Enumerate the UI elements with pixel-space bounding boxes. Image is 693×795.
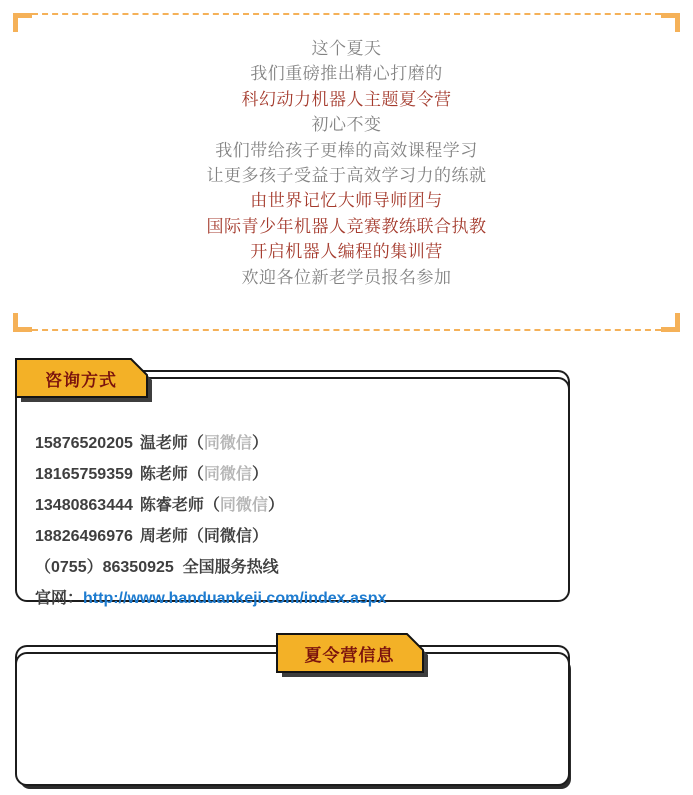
hero-section [0, 0, 693, 345]
hotline-row: （0755）86350925 全国服务热线 [35, 559, 279, 576]
contact-row [35, 465, 554, 485]
teacher-name: 陈睿老师 [139, 497, 204, 514]
website-label: 官网： [35, 590, 84, 607]
hero-line: 这个夏天 [311, 39, 382, 58]
website-row [35, 589, 554, 609]
hero-line: 我们重磅推出精心打磨的 [250, 64, 443, 84]
hero-line: 初心不变 [311, 115, 382, 135]
contact-tab-label: 咨询方式 [45, 371, 117, 390]
corner-bracket-top-right [661, 13, 680, 32]
wechat-note: 同微信 [219, 497, 268, 514]
paren-open: （ [187, 528, 204, 545]
teacher-name: 温老师 [139, 435, 188, 452]
teacher-name: 周老师 [139, 528, 188, 545]
paren-open: （ [187, 435, 204, 452]
hero-line: 欢迎各位新老学员报名参加 [241, 267, 452, 287]
phone-number: 15876520205 [35, 435, 133, 452]
phone-number: 18826496976 [35, 528, 133, 545]
hero-line: 国际青少年机器人竞赛教练联合执教 [206, 216, 487, 236]
camp-info-section [0, 633, 693, 793]
paren-close: ） [251, 466, 268, 483]
contact-list [35, 434, 554, 620]
corner-bracket-bottom-left [13, 313, 32, 332]
contact-row [35, 527, 554, 547]
hero-text-block [0, 36, 693, 290]
wechat-note: 同微信 [203, 528, 252, 545]
contact-row [35, 434, 554, 454]
phone-number: 18165759359 [35, 466, 133, 483]
wechat-note: 同微信 [203, 466, 252, 483]
paren-close: ） [267, 497, 284, 514]
phone-number: 13480863444 [35, 497, 133, 514]
contact-box [15, 377, 570, 607]
paren-close: ） [251, 528, 268, 545]
corner-bracket-top-left [13, 13, 32, 32]
contact-tab [15, 358, 155, 405]
paren-close: ） [251, 435, 268, 452]
hero-line: 让更多孩子受益于高效学习力的练就 [206, 166, 487, 186]
hero-line: 科幻动力机器人主题夏令营 [241, 89, 452, 109]
corner-bracket-bottom-right [661, 313, 680, 332]
wechat-note: 同微信 [203, 435, 252, 452]
hero-line: 开启机器人编程的集训营 [250, 242, 443, 262]
camp-info-tab [276, 633, 430, 680]
hero-line: 我们带给孩子更棒的高效课程学习 [215, 140, 478, 160]
website-link[interactable]: http://www.handuankeji.com/index.aspx [83, 590, 387, 607]
teacher-name: 陈老师 [139, 466, 188, 483]
paren-open: （ [187, 466, 204, 483]
dashed-border-top [32, 13, 661, 15]
contact-section [15, 358, 585, 607]
camp-tab-label: 夏令营信息 [304, 646, 395, 665]
dashed-border-bottom [32, 329, 661, 331]
paren-open: （ [203, 497, 220, 514]
contact-row [35, 496, 554, 516]
hero-line: 由世界记忆大师导师团与 [250, 191, 443, 211]
